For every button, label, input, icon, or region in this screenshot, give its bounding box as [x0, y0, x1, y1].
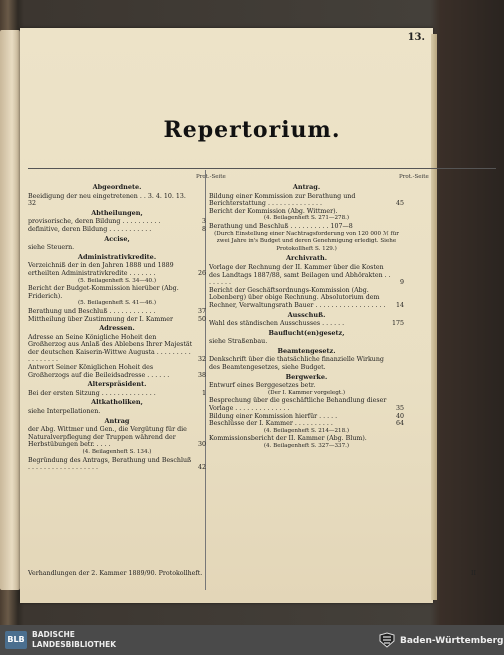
entry-page-number: 8 [201, 225, 206, 233]
entry-text: provisorische, deren Bildung . . . . . . . . . . [28, 218, 161, 226]
index-entry [209, 320, 404, 328]
section-heading: Accise, [104, 234, 130, 243]
index-entry [28, 218, 206, 226]
section-heading: Bauflucht(en)gesetz, [268, 328, 345, 337]
index-entry [209, 193, 404, 208]
entry-text: siehe Steuern. [28, 244, 75, 252]
reference-note: (Durch Einstellung einer Nachtragsforderung von 120 000 ℳ für zwei Jahre in's Budget und deren Genehmigung erledigt. Siehe Protokollheft S. 129.) [214, 230, 399, 252]
entry-text: Bericht der Budget-Kommission hierüber (Abg. Friderich). [28, 285, 179, 300]
index-entry [209, 264, 404, 287]
page-title: Repertorium. [163, 117, 341, 143]
index-entry [209, 397, 404, 412]
entry-text: Beschlüsse der I. Kammer . . . . . . . . . . [209, 420, 333, 428]
col-header-left: Prot.-Seite [196, 174, 226, 180]
entry-page-number: 40 [395, 412, 404, 420]
index-entry [28, 408, 206, 416]
entry-page-number: 3 [201, 218, 206, 226]
section-heading: Archivrath. [285, 254, 328, 263]
index-entry [28, 390, 206, 398]
entry-page-number: 9 [399, 279, 404, 287]
entry-text: Bildung einer Kommission hierfür . . . . . [209, 412, 338, 420]
index-entry [28, 285, 206, 300]
index-entry [28, 316, 206, 324]
index-entry [209, 435, 404, 443]
entry-text: Bericht der Geschäftsordnungs-Kommission (Abg. Lobenberg) über obige Rechnung. Absolutorium dem Rechner, Verwaltungsrath Bauer . . . . . . . . . . . . . . . . . . [209, 286, 386, 309]
section-heading: Antrag. [292, 183, 321, 191]
index-entry [28, 334, 206, 364]
entry-text: Bericht der Kommission (Abg. Wittmer). [209, 207, 338, 215]
index-entry [209, 356, 404, 371]
entry-text: Mittheilung über Zustimmung der I. Kammer [28, 315, 173, 323]
entry-page-number: 35 [395, 405, 404, 413]
col-header-right: Prot.-Seite [399, 174, 429, 180]
section-heading: Abtheilungen, [91, 208, 143, 217]
entry-text: siehe Straßenbau. [209, 338, 268, 346]
entry-page-number: 32 [197, 356, 206, 364]
section-heading: Altkatholiken, [91, 398, 143, 407]
index-entry [28, 193, 206, 208]
entry-page-number: 37 [197, 307, 206, 315]
reference-note: (4. Beilagenheft S. 214—218.) [263, 427, 350, 434]
entry-page-number: 26 [197, 269, 206, 277]
entry-text: der Abg. Wittmer und Gen., die Vergütung für die Naturalverpflegung der Truppen während der Herbstübungen betr. . . . . [28, 426, 187, 449]
blb-logo[interactable]: BLB [5, 631, 27, 649]
section-heading: Abgeordnete. [92, 183, 142, 191]
entry-text: Verzeichniß der in den Jahren 1888 und 1889 ertheilten Administrativkredite . . . . . . . [28, 262, 174, 277]
entry-text: Adresse an Seine Königliche Hoheit den Großherzog aus Anlaß des Ablebens Ihrer Majestät der deutschen Kaiserin-Wittwe Augusta . . . . . . . . . . . . . . . . . [28, 333, 193, 364]
entry-page-number: 38 [197, 371, 206, 379]
entry-text: Bei der ersten Sitzung . . . . . . . . . . . . . . [28, 389, 156, 397]
section-heading: Antrag [104, 416, 130, 425]
entry-page-number: 50 [197, 315, 206, 323]
index-entry [28, 308, 206, 316]
footer-title: Verhandlungen der 2. Kammer 1889/90. Protokollheft. [28, 570, 203, 577]
library-name-line2: LANDESBIBLIOTHEK [32, 640, 117, 649]
reference-note: (5. Beilagenheft S. 34—40.) [77, 277, 157, 284]
index-entry [28, 262, 206, 277]
index-entry [209, 382, 404, 390]
index-entry [209, 287, 404, 310]
entry-page-number: 45 [395, 200, 404, 208]
entry-text: Antwort Seiner Königlichen Hoheit des Großherzogs auf die Beileidsadresse . . . . . . [28, 364, 170, 379]
entry-text: Kommissionsbericht der II. Kammer (Abg. Blum). [209, 435, 367, 443]
index-entry [28, 426, 206, 449]
entry-text: Besprechung über die geschäftliche Behandlung dieser Vorlage . . . . . . . . . . . . . . [209, 397, 387, 413]
index-entry [28, 457, 206, 472]
entry-page-number: 42 [197, 464, 206, 472]
section-heading: Bergwerke. [285, 372, 328, 381]
entry-text: Berathung und Beschluß . . . . . . . . . . . . [28, 307, 156, 315]
entry-page-number: 64 [395, 420, 404, 428]
entry-text: Begründung des Antrags, Berathung und Beschluß . . . . . . . . . . . . . . . . . . [28, 456, 192, 472]
reference-note: (4. Beilagenheft S. 327—337.) [263, 443, 350, 449]
state-name[interactable]: Baden-Württemberg [400, 636, 504, 646]
library-name[interactable] [32, 630, 116, 650]
right-column [209, 182, 404, 451]
section-heading: Alterspräsident. [87, 380, 147, 389]
index-entry [209, 338, 404, 346]
section-heading: Adressen. [99, 324, 135, 333]
reference-note: (4. Beilagenheft S. 134.) [82, 449, 152, 455]
index-entry [209, 420, 404, 428]
entry-page-number: 30 [197, 441, 206, 449]
reference-note: (Der I. Kammer vorgelegt.) [267, 389, 346, 396]
entry-text: Wahl des ständischen Ausschusses . . . . . . [209, 320, 345, 328]
reference-note: (4. Beilagenheft S. 271—278.) [263, 215, 350, 222]
page-number: 13. [407, 32, 425, 43]
entry-text: Beeidigung der neu eingetretenen . . 3. 4. 10. 13. 32 [28, 192, 186, 208]
index-entry [28, 244, 206, 252]
entry-text: Denkschrift über die thatsächliche finanzielle Wirkung des Beamtengesetzes, siehe Budget. [209, 356, 384, 372]
index-entry [209, 413, 404, 421]
entry-page-number: 14 [395, 301, 404, 309]
index-entry [209, 223, 404, 231]
left-column [28, 182, 206, 472]
entry-text: definitive, deren Bildung . . . . . . . . . . . [28, 225, 152, 233]
index-entry [28, 364, 206, 379]
entry-page-number: 175 [391, 320, 404, 328]
entry-text: Berathung und Beschluß . . . . . . . . . . 107—8 [209, 222, 353, 230]
state-lions-icon [378, 631, 396, 649]
title-rule [28, 168, 496, 169]
index-entry [209, 208, 404, 216]
library-name-line1: BADISCHE [32, 630, 75, 639]
entry-text: Bildung einer Kommission zur Berathung und Berichterstattung . . . . . . . . . . . . . . [209, 192, 356, 208]
entry-text: Vorlage der Rechnung der II. Kammer über die Kosten des Landtags 1887/88, samt Beilagen und Abhörakten . . . . . . . . [209, 263, 391, 287]
entry-text: Entwurf eines Berggesetzes betr. [209, 382, 316, 390]
entry-text: siehe Interpellationen. [28, 408, 101, 416]
section-heading: Administrativkredite. [77, 252, 157, 261]
reference-note: (5. Beilagenheft S. 41—46.) [77, 300, 157, 307]
left-page-edge [0, 30, 20, 590]
page-footer [28, 570, 476, 577]
footer-signature: II [471, 570, 476, 577]
section-heading: Beamtengesetz. [277, 346, 336, 355]
section-heading: Ausschuß. [287, 310, 326, 319]
entry-page-number: 1 [201, 389, 206, 397]
index-entry [28, 226, 206, 234]
